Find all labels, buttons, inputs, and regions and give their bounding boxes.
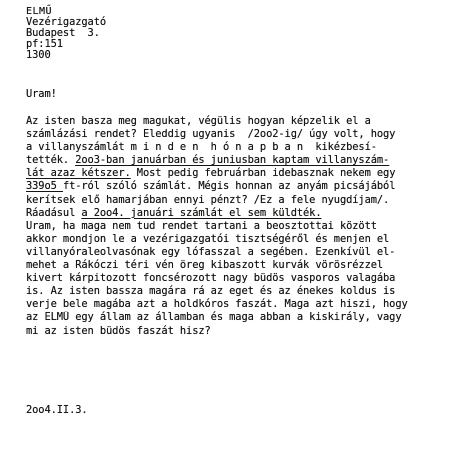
letter-date: 2oo4.II.3. xyxy=(26,404,88,416)
line-text: az ELMŰ egy állam az államban és maga abban a kiskirály, vagy xyxy=(26,311,402,324)
line-text: akkor mondjon le a vezérigazgatói tisztségéről és menjen el xyxy=(26,232,390,245)
recipient-po-box: pf:151 xyxy=(26,38,63,50)
letter-line xyxy=(26,220,466,233)
line-text: -ról szóló számlát. Mégis honnan az anyám picsájából xyxy=(75,180,396,193)
letter-line xyxy=(26,180,466,193)
letter-line xyxy=(26,207,466,220)
letter-line xyxy=(26,246,466,259)
letter-line xyxy=(26,311,466,324)
line-text: Ráadásul xyxy=(26,206,82,219)
letter-line xyxy=(26,115,466,128)
underlined-text: a 2oo4. januári számlát el sem küldték. xyxy=(81,206,322,219)
letter-line xyxy=(26,141,466,154)
line-text: tették. xyxy=(26,154,76,167)
letter-line xyxy=(26,154,466,167)
letter-line xyxy=(26,298,466,311)
line-text: mi az isten büdös faszát hisz? xyxy=(26,324,211,337)
letter-line xyxy=(26,259,466,272)
line-text: villanyóraleolvasónak egy lófasszal a segében. Ezenkívül el- xyxy=(26,245,396,258)
underlined-text: 2oo3-ban januárban és juniusban kaptam villanyszám- xyxy=(75,154,390,167)
letter-line xyxy=(26,272,466,285)
underlined-text: 339o5 xyxy=(26,180,63,193)
underlined-text: lát azaz kétszer. xyxy=(26,167,131,180)
line-text: mehet a Rákóczi téri vén öreg kibaszott kurvák vörösrézzel xyxy=(26,259,384,272)
greeting: Uram! xyxy=(26,88,57,100)
line-text: Uram, ha maga nem tud rendet tartani a beosztottai között xyxy=(26,219,377,232)
line-text: is. Az isten basszа magára rá az eget és az énekes koldus is xyxy=(26,285,396,298)
recipient-title: Vezérigazgató xyxy=(26,16,107,28)
line-text: Az isten basza meg magukat, végülis hogyan képzelik el a xyxy=(26,115,371,127)
letter-body xyxy=(26,115,466,338)
letter-line xyxy=(26,128,466,141)
line-text: kerítsek elő hamarjában ennyi pénzt? /Ez a fele nyugdíjam/. xyxy=(26,193,390,206)
letter-line xyxy=(26,325,466,338)
letter-line xyxy=(26,194,466,207)
letter-line xyxy=(26,233,466,246)
recipient-postal-code: 1300 xyxy=(26,49,51,61)
recipient-city: Budapest 3. xyxy=(26,27,100,39)
line-text: Most pedig februárban idebasznak nekem egy xyxy=(130,167,396,180)
recipient-address xyxy=(26,6,106,61)
line-text: ft xyxy=(62,180,76,193)
letter-line xyxy=(26,285,466,298)
line-text: verje bele magába azt a holdkóros faszát. Maga azt hiszi, hogy xyxy=(26,298,408,311)
line-text: számlázási rendet? Eleddig ugyanis /2oo2-ig/ úgy volt, hogy xyxy=(26,128,396,141)
recipient-company: ELMŰ xyxy=(26,6,53,17)
letter-line xyxy=(26,167,466,180)
line-text: a villanyszámlát m i n d e n h ó n a p b a n kikézbesí- xyxy=(26,141,377,154)
line-text: kivert kárpitozott foncsérozott nagy büdös vasporos valagába xyxy=(26,272,396,285)
